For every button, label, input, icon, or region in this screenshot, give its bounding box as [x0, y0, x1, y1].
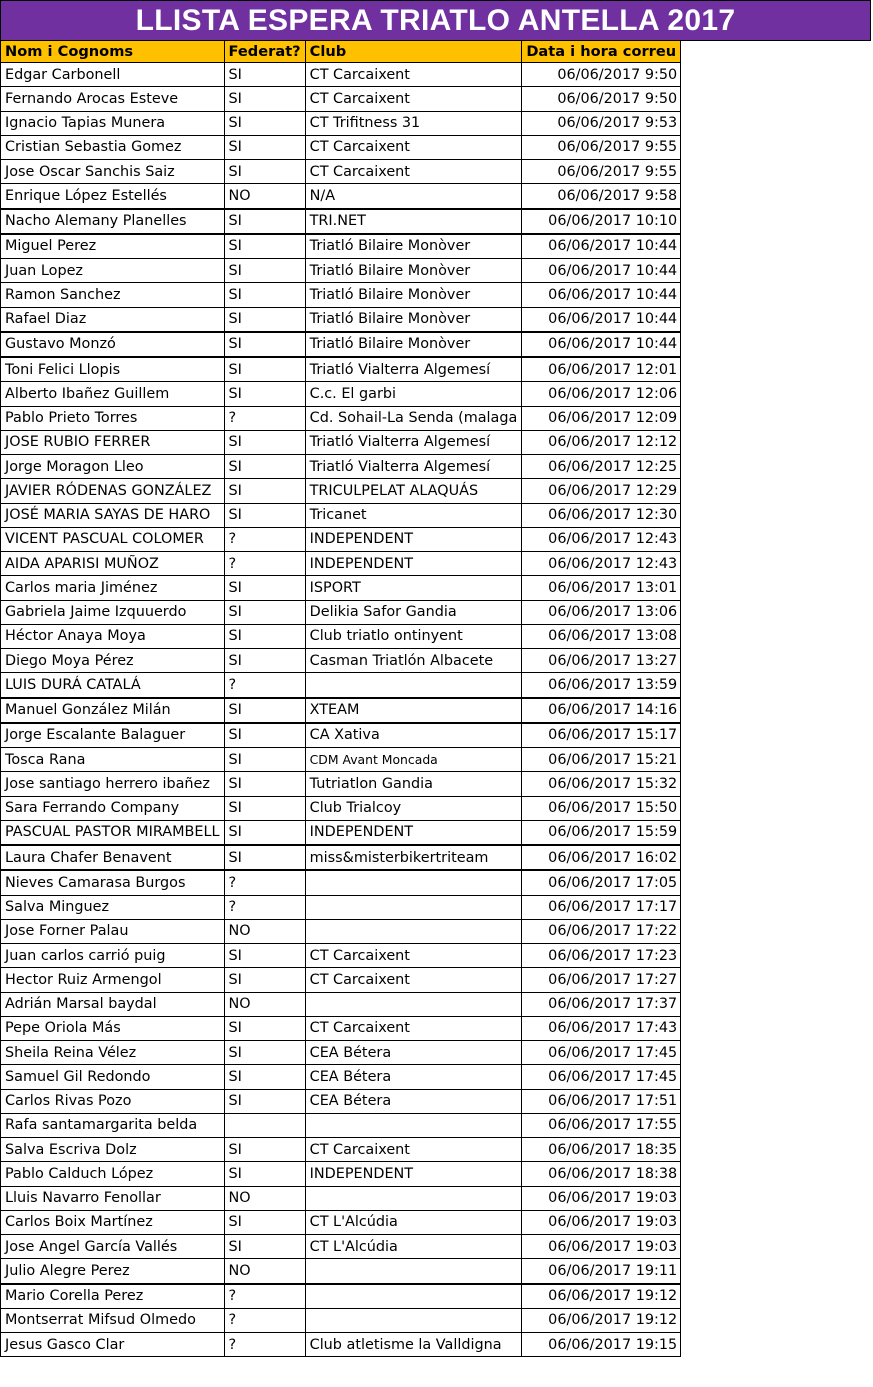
cell-federat: ? — [224, 673, 305, 698]
cell-club — [305, 1308, 522, 1332]
cell-name: Sheila Reina Vélez — [1, 1041, 225, 1065]
cell-club: Triatló Vialterra Algemesí — [305, 430, 522, 454]
header-federat: Federat? — [224, 41, 305, 63]
cell-federat: NO — [224, 1186, 305, 1210]
cell-name: Carlos maria Jiménez — [1, 576, 225, 600]
cell-club: Triatló Vialterra Algemesí — [305, 455, 522, 479]
cell-date: 06/06/2017 19:03 — [522, 1235, 681, 1259]
table-row — [1, 552, 681, 576]
cell-name: Pablo Calduch López — [1, 1162, 225, 1186]
cell-federat: SI — [224, 600, 305, 624]
cell-name: Salva Escriva Dolz — [1, 1138, 225, 1162]
cell-federat: SI — [224, 503, 305, 527]
table-row — [1, 1138, 681, 1162]
cell-date: 06/06/2017 12:25 — [522, 455, 681, 479]
cell-federat: SI — [224, 723, 305, 748]
table-row — [1, 649, 681, 673]
cell-club: INDEPENDENT — [305, 820, 522, 845]
cell-federat: ? — [224, 406, 305, 430]
cell-club: CT Carcaixent — [305, 1138, 522, 1162]
cell-date: 06/06/2017 12:43 — [522, 552, 681, 576]
cell-federat: SI — [224, 307, 305, 332]
cell-federat: SI — [224, 1065, 305, 1089]
cell-club — [305, 673, 522, 698]
table-row — [1, 184, 681, 209]
cell-club: CEA Bétera — [305, 1065, 522, 1089]
cell-name: Alberto Ibañez Guillem — [1, 382, 225, 406]
table-row — [1, 307, 681, 332]
cell-federat: SI — [224, 160, 305, 184]
cell-club: CT Carcaixent — [305, 1016, 522, 1040]
cell-name: Pepe Oriola Más — [1, 1016, 225, 1040]
cell-date: 06/06/2017 17:17 — [522, 895, 681, 919]
table-row — [1, 748, 681, 772]
table-row — [1, 234, 681, 259]
cell-date: 06/06/2017 17:45 — [522, 1041, 681, 1065]
cell-name: Sara Ferrando Company — [1, 796, 225, 820]
cell-name: Carlos Rivas Pozo — [1, 1089, 225, 1113]
cell-date: 06/06/2017 10:10 — [522, 209, 681, 234]
cell-federat: SI — [224, 1162, 305, 1186]
cell-date: 06/06/2017 19:15 — [522, 1333, 681, 1357]
cell-name: Mario Corella Perez — [1, 1284, 225, 1309]
cell-federat: SI — [224, 624, 305, 648]
table-row — [1, 1162, 681, 1186]
cell-name: Juan carlos carrió puig — [1, 944, 225, 968]
cell-name: Carlos Boix Martínez — [1, 1210, 225, 1234]
sheet-title: LLISTA ESPERA TRIATLO ANTELLA 2017 — [0, 0, 871, 41]
cell-name: Samuel Gil Redondo — [1, 1065, 225, 1089]
table-row — [1, 430, 681, 454]
cell-club: TRICULPELAT ALAQUÁS — [305, 479, 522, 503]
cell-name: Edgar Carbonell — [1, 63, 225, 87]
cell-name: Jorge Escalante Balaguer — [1, 723, 225, 748]
table-row — [1, 87, 681, 111]
table-row — [1, 527, 681, 551]
table-row — [1, 160, 681, 184]
cell-name: Jose Oscar Sanchis Saiz — [1, 160, 225, 184]
table-row — [1, 259, 681, 283]
cell-federat: SI — [224, 382, 305, 406]
cell-federat: SI — [224, 1235, 305, 1259]
cell-club: CEA Bétera — [305, 1041, 522, 1065]
table-row — [1, 283, 681, 307]
table-row — [1, 1113, 681, 1137]
cell-club: Club Trialcoy — [305, 796, 522, 820]
table-row — [1, 820, 681, 845]
cell-federat: ? — [224, 870, 305, 895]
table-row — [1, 1065, 681, 1089]
cell-date: 06/06/2017 15:17 — [522, 723, 681, 748]
cell-club: Triatló Bilaire Monòver — [305, 332, 522, 357]
table-row — [1, 1333, 681, 1357]
cell-club: CT Trifitness 31 — [305, 111, 522, 135]
table-row — [1, 332, 681, 357]
header-club: Club — [305, 41, 522, 63]
table-row — [1, 1210, 681, 1234]
cell-date: 06/06/2017 17:45 — [522, 1065, 681, 1089]
table-row — [1, 845, 681, 870]
cell-federat: SI — [224, 283, 305, 307]
cell-club: Triatló Bilaire Monòver — [305, 259, 522, 283]
cell-date: 06/06/2017 17:22 — [522, 919, 681, 943]
cell-federat: SI — [224, 1016, 305, 1040]
cell-date: 06/06/2017 17:23 — [522, 944, 681, 968]
cell-date: 06/06/2017 15:32 — [522, 772, 681, 796]
cell-federat: NO — [224, 1259, 305, 1284]
cell-date: 06/06/2017 9:55 — [522, 135, 681, 159]
cell-club: Club atletisme la Valldigna — [305, 1333, 522, 1357]
header-date: Data i hora correu — [522, 41, 681, 63]
cell-club: TRI.NET — [305, 209, 522, 234]
table-row — [1, 870, 681, 895]
table-row — [1, 1016, 681, 1040]
cell-club — [305, 919, 522, 943]
cell-name: Toni Felici Llopis — [1, 357, 225, 382]
cell-club — [305, 1186, 522, 1210]
cell-club — [305, 992, 522, 1016]
table-row — [1, 382, 681, 406]
table-row — [1, 406, 681, 430]
cell-club: INDEPENDENT — [305, 527, 522, 551]
cell-federat: SI — [224, 576, 305, 600]
cell-name: LUIS DURÁ CATALÁ — [1, 673, 225, 698]
cell-club: Casman Triatlón Albacete — [305, 649, 522, 673]
cell-federat — [224, 1113, 305, 1137]
cell-club: CEA Bétera — [305, 1089, 522, 1113]
table-row — [1, 968, 681, 992]
cell-federat: SI — [224, 87, 305, 111]
cell-name: Jesus Gasco Clar — [1, 1333, 225, 1357]
cell-date: 06/06/2017 13:01 — [522, 576, 681, 600]
cell-federat: SI — [224, 332, 305, 357]
cell-federat: SI — [224, 944, 305, 968]
cell-date: 06/06/2017 12:29 — [522, 479, 681, 503]
cell-federat: SI — [224, 772, 305, 796]
cell-name: JAVIER RÓDENAS GONZÁLEZ — [1, 479, 225, 503]
table-row — [1, 723, 681, 748]
cell-name: Miguel Perez — [1, 234, 225, 259]
cell-federat: SI — [224, 135, 305, 159]
cell-club: Club triatlo ontinyent — [305, 624, 522, 648]
waiting-list-table — [0, 40, 681, 1357]
cell-club: CT L'Alcúdia — [305, 1210, 522, 1234]
cell-date: 06/06/2017 10:44 — [522, 234, 681, 259]
cell-date: 06/06/2017 12:01 — [522, 357, 681, 382]
cell-name: Héctor Anaya Moya — [1, 624, 225, 648]
cell-club: XTEAM — [305, 698, 522, 723]
cell-federat: SI — [224, 845, 305, 870]
cell-name: Ignacio Tapias Munera — [1, 111, 225, 135]
cell-date: 06/06/2017 19:03 — [522, 1186, 681, 1210]
cell-date: 06/06/2017 13:59 — [522, 673, 681, 698]
cell-club: N/A — [305, 184, 522, 209]
table-row — [1, 63, 681, 87]
table-row — [1, 1308, 681, 1332]
table-row — [1, 209, 681, 234]
cell-federat: SI — [224, 455, 305, 479]
cell-name: Adrián Marsal baydal — [1, 992, 225, 1016]
cell-date: 06/06/2017 9:55 — [522, 160, 681, 184]
cell-date: 06/06/2017 13:06 — [522, 600, 681, 624]
cell-name: Juan Lopez — [1, 259, 225, 283]
cell-club — [305, 1284, 522, 1309]
cell-club: Tricanet — [305, 503, 522, 527]
cell-federat: SI — [224, 259, 305, 283]
cell-federat: SI — [224, 1138, 305, 1162]
table-row — [1, 796, 681, 820]
cell-club — [305, 1113, 522, 1137]
table-row — [1, 600, 681, 624]
cell-date: 06/06/2017 9:58 — [522, 184, 681, 209]
cell-name: Cristian Sebastia Gomez — [1, 135, 225, 159]
cell-name: VICENT PASCUAL COLOMER — [1, 527, 225, 551]
cell-date: 06/06/2017 19:12 — [522, 1308, 681, 1332]
table-row — [1, 772, 681, 796]
cell-federat: SI — [224, 1210, 305, 1234]
table-row — [1, 1235, 681, 1259]
cell-federat: ? — [224, 1284, 305, 1309]
cell-date: 06/06/2017 9:50 — [522, 63, 681, 87]
cell-date: 06/06/2017 12:12 — [522, 430, 681, 454]
cell-date: 06/06/2017 17:55 — [522, 1113, 681, 1137]
header-name: Nom i Cognoms — [1, 41, 225, 63]
cell-name: Salva Minguez — [1, 895, 225, 919]
cell-name: Diego Moya Pérez — [1, 649, 225, 673]
cell-federat: SI — [224, 479, 305, 503]
table-row — [1, 624, 681, 648]
cell-club: CT Carcaixent — [305, 968, 522, 992]
table-row — [1, 135, 681, 159]
cell-federat: ? — [224, 1333, 305, 1357]
cell-club: C.c. El garbi — [305, 382, 522, 406]
cell-date: 06/06/2017 19:11 — [522, 1259, 681, 1284]
table-row — [1, 944, 681, 968]
cell-date: 06/06/2017 15:59 — [522, 820, 681, 845]
cell-federat: SI — [224, 820, 305, 845]
cell-federat: SI — [224, 1089, 305, 1113]
table-row — [1, 1259, 681, 1284]
cell-date: 06/06/2017 13:08 — [522, 624, 681, 648]
cell-name: Hector Ruiz Armengol — [1, 968, 225, 992]
table-row — [1, 919, 681, 943]
cell-club: Tutriatlon Gandia — [305, 772, 522, 796]
cell-federat: SI — [224, 234, 305, 259]
cell-date: 06/06/2017 16:02 — [522, 845, 681, 870]
cell-federat: ? — [224, 895, 305, 919]
table-row — [1, 1041, 681, 1065]
table-row — [1, 111, 681, 135]
cell-date: 06/06/2017 12:43 — [522, 527, 681, 551]
cell-club: Triatló Bilaire Monòver — [305, 283, 522, 307]
cell-date: 06/06/2017 12:30 — [522, 503, 681, 527]
cell-date: 06/06/2017 10:44 — [522, 259, 681, 283]
cell-federat: SI — [224, 748, 305, 772]
cell-name: Manuel González Milán — [1, 698, 225, 723]
cell-name: PASCUAL PASTOR MIRAMBELL — [1, 820, 225, 845]
cell-federat: NO — [224, 919, 305, 943]
cell-date: 06/06/2017 17:27 — [522, 968, 681, 992]
cell-name: Jose santiago herrero ibañez — [1, 772, 225, 796]
cell-club: Delikia Safor Gandia — [305, 600, 522, 624]
cell-date: 06/06/2017 14:16 — [522, 698, 681, 723]
cell-date: 06/06/2017 13:27 — [522, 649, 681, 673]
cell-club: CT Carcaixent — [305, 944, 522, 968]
cell-name: Nieves Camarasa Burgos — [1, 870, 225, 895]
cell-club — [305, 895, 522, 919]
cell-club: CA Xativa — [305, 723, 522, 748]
cell-name: Jorge Moragon Lleo — [1, 455, 225, 479]
cell-federat: SI — [224, 63, 305, 87]
cell-federat: SI — [224, 1041, 305, 1065]
cell-name: Rafael Diaz — [1, 307, 225, 332]
cell-name: Fernando Arocas Esteve — [1, 87, 225, 111]
cell-federat: SI — [224, 968, 305, 992]
cell-federat: SI — [224, 111, 305, 135]
cell-club — [305, 1259, 522, 1284]
cell-club: CT Carcaixent — [305, 63, 522, 87]
cell-date: 06/06/2017 19:03 — [522, 1210, 681, 1234]
cell-date: 06/06/2017 12:06 — [522, 382, 681, 406]
cell-name: Gustavo Monzó — [1, 332, 225, 357]
cell-club: CT Carcaixent — [305, 135, 522, 159]
table-row — [1, 698, 681, 723]
cell-name: Lluis Navarro Fenollar — [1, 1186, 225, 1210]
header-row — [1, 41, 681, 63]
cell-federat: ? — [224, 552, 305, 576]
cell-date: 06/06/2017 15:50 — [522, 796, 681, 820]
cell-name: Jose Angel García Vallés — [1, 1235, 225, 1259]
cell-name: AIDA APARISI MUÑOZ — [1, 552, 225, 576]
cell-date: 06/06/2017 18:35 — [522, 1138, 681, 1162]
table-row — [1, 479, 681, 503]
cell-club: Triatló Vialterra Algemesí — [305, 357, 522, 382]
cell-date: 06/06/2017 9:53 — [522, 111, 681, 135]
cell-federat: SI — [224, 698, 305, 723]
cell-federat: NO — [224, 992, 305, 1016]
cell-federat: SI — [224, 649, 305, 673]
cell-club: CT Carcaixent — [305, 87, 522, 111]
cell-name: Julio Alegre Perez — [1, 1259, 225, 1284]
cell-name: Enrique López Estellés — [1, 184, 225, 209]
cell-date: 06/06/2017 17:51 — [522, 1089, 681, 1113]
cell-club — [305, 870, 522, 895]
cell-date: 06/06/2017 15:21 — [522, 748, 681, 772]
table-row — [1, 503, 681, 527]
cell-club: Cd. Sohail-La Senda (malaga — [305, 406, 522, 430]
table-row — [1, 895, 681, 919]
cell-federat: SI — [224, 357, 305, 382]
cell-date: 06/06/2017 17:43 — [522, 1016, 681, 1040]
cell-federat: SI — [224, 796, 305, 820]
cell-date: 06/06/2017 17:05 — [522, 870, 681, 895]
cell-club: ISPORT — [305, 576, 522, 600]
cell-name: Ramon Sanchez — [1, 283, 225, 307]
cell-date: 06/06/2017 19:12 — [522, 1284, 681, 1309]
cell-federat: NO — [224, 184, 305, 209]
cell-club: INDEPENDENT — [305, 552, 522, 576]
table-row — [1, 1186, 681, 1210]
cell-name: Montserrat Mifsud Olmedo — [1, 1308, 225, 1332]
cell-name: Nacho Alemany Planelles — [1, 209, 225, 234]
cell-name: Gabriela Jaime Izquuerdo — [1, 600, 225, 624]
cell-club: CT L'Alcúdia — [305, 1235, 522, 1259]
cell-federat: SI — [224, 209, 305, 234]
cell-federat: ? — [224, 527, 305, 551]
cell-name: JOSÉ MARIA SAYAS DE HARO — [1, 503, 225, 527]
cell-date: 06/06/2017 12:09 — [522, 406, 681, 430]
cell-date: 06/06/2017 9:50 — [522, 87, 681, 111]
cell-date: 06/06/2017 10:44 — [522, 307, 681, 332]
table-row — [1, 673, 681, 698]
cell-club: Triatló Bilaire Monòver — [305, 307, 522, 332]
table-row — [1, 1089, 681, 1113]
table-row — [1, 992, 681, 1016]
cell-date: 06/06/2017 10:44 — [522, 332, 681, 357]
cell-date: 06/06/2017 18:38 — [522, 1162, 681, 1186]
cell-club: CDM Avant Moncada — [305, 748, 522, 772]
cell-date: 06/06/2017 10:44 — [522, 283, 681, 307]
cell-name: Laura Chafer Benavent — [1, 845, 225, 870]
table-row — [1, 1284, 681, 1309]
table-row — [1, 455, 681, 479]
cell-name: Jose Forner Palau — [1, 919, 225, 943]
cell-club: INDEPENDENT — [305, 1162, 522, 1186]
cell-federat: ? — [224, 1308, 305, 1332]
cell-club: Triatló Bilaire Monòver — [305, 234, 522, 259]
table-row — [1, 576, 681, 600]
cell-club: miss&misterbikertriteam — [305, 845, 522, 870]
table-body — [1, 63, 681, 1357]
cell-name: Rafa santamargarita belda — [1, 1113, 225, 1137]
table-row — [1, 357, 681, 382]
cell-federat: SI — [224, 430, 305, 454]
cell-club: CT Carcaixent — [305, 160, 522, 184]
cell-name: Tosca Rana — [1, 748, 225, 772]
cell-name: Pablo Prieto Torres — [1, 406, 225, 430]
cell-name: JOSE RUBIO FERRER — [1, 430, 225, 454]
cell-date: 06/06/2017 17:37 — [522, 992, 681, 1016]
